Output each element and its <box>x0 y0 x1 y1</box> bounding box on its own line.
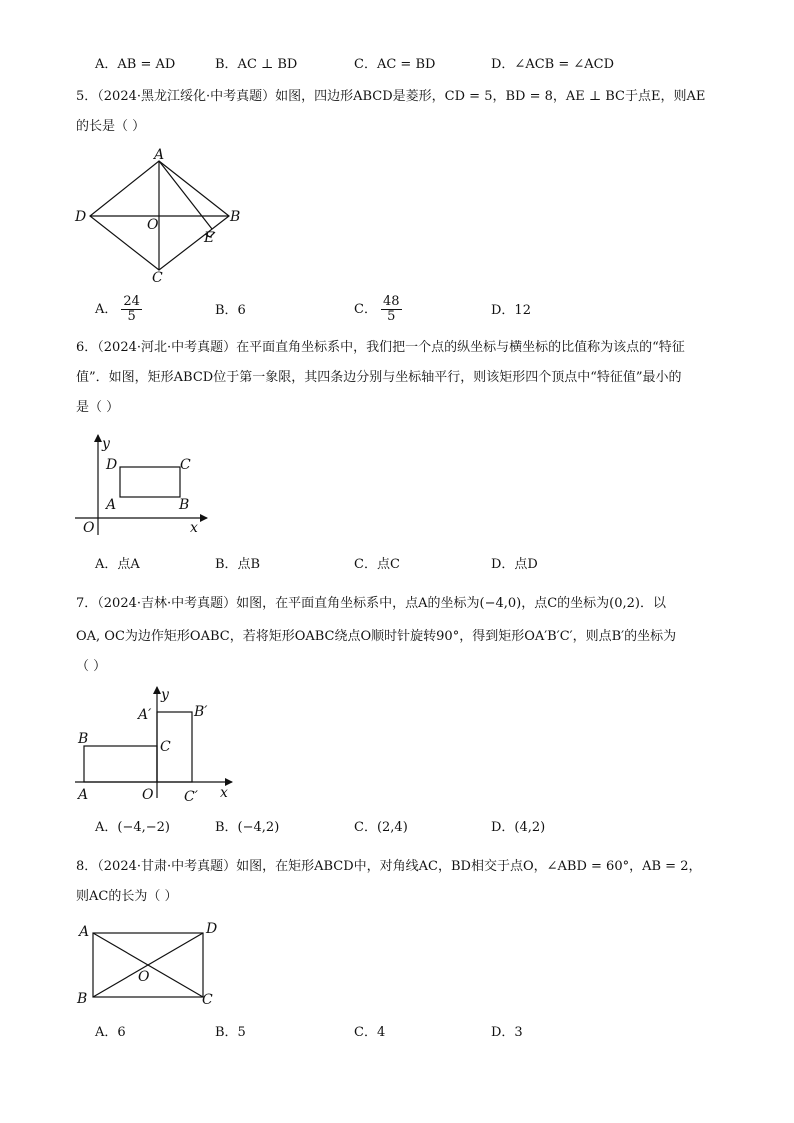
q6-label-y: y <box>102 436 110 452</box>
q6-label-a: A <box>106 497 117 513</box>
q5-label-d: D <box>75 209 87 225</box>
q6-question-line1: 6．（2024·河北·中考真题）在平面直角坐标系中，我们把一个点的纵坐标与横坐标的比值称为该点的“特征 <box>76 340 685 355</box>
q5-rhombus-figure <box>70 145 250 285</box>
q5-option-b: B．6 <box>215 303 246 318</box>
q5-option-d: D．12 <box>491 303 531 318</box>
q5-option-a-prefix: A． <box>95 302 118 317</box>
q7-label-c-prime: C′ <box>184 789 198 805</box>
q7-question-line3: （ ） <box>76 659 107 674</box>
q5-label-e: E <box>204 230 215 246</box>
q6-option-a: A．点A <box>95 557 140 572</box>
q6-label-c: C <box>180 457 191 473</box>
q7-label-o: O <box>142 787 154 803</box>
q8-label-o: O <box>138 969 150 985</box>
q7-label-c: C <box>160 739 171 755</box>
q4-option-d: D．∠ACB = ∠ACD <box>491 57 615 72</box>
q7-label-x: x <box>220 785 228 801</box>
q6-option-c: C．点C <box>354 557 400 572</box>
q7-label-b-prime: B′ <box>194 704 208 720</box>
q7-option-d: D．(4,2) <box>491 820 546 835</box>
q7-question-line2: OA, OC为边作矩形OABC，若将矩形OABC绕点O顺时针旋转90°，得到矩形OA′B′C′，则点B′的坐标为 <box>76 629 677 644</box>
q6-option-d: D．点D <box>491 557 538 572</box>
q5-option-c-prefix: C． <box>354 302 377 317</box>
q7-label-a-prime: A′ <box>138 707 152 723</box>
q5-label-o: O <box>147 217 159 233</box>
q7-label-b: B <box>78 731 89 747</box>
q5-option-a-denominator: 5 <box>127 309 136 324</box>
q8-option-a: A．6 <box>95 1025 126 1040</box>
q6-option-b: B．点B <box>215 557 261 572</box>
q7-label-a: A <box>78 787 89 803</box>
q8-option-b: B．5 <box>215 1025 246 1040</box>
q5-label-c: C <box>152 270 163 286</box>
q8-option-d: D．3 <box>491 1025 523 1040</box>
q5-option-c-fraction <box>381 295 402 324</box>
q8-label-a: A <box>79 924 90 940</box>
q4-option-a: A．AB = AD <box>95 57 176 72</box>
q7-option-c: C．(2,4) <box>354 820 408 835</box>
q5-option-a-fraction <box>121 295 142 324</box>
q5-option-c <box>354 295 402 324</box>
q6-question-line2: 值”．如图，矩形ABCD位于第一象限，其四条边分别与坐标轴平行，则该矩形四个顶点中“特征值”最小的 <box>76 370 682 385</box>
q6-label-o: O <box>83 520 95 536</box>
q5-label-b: B <box>230 209 241 225</box>
q8-label-c: C <box>202 992 213 1008</box>
q8-question-line1: 8．（2024·甘肃·中考真题）如图，在矩形ABCD中，对角线AC，BD相交于点O，∠ABD = 60°，AB = 2， <box>76 859 702 874</box>
q8-label-b: B <box>77 991 88 1007</box>
q6-coordinate-figure <box>75 432 215 542</box>
q4-option-b: B．AC ⊥ BD <box>215 57 298 72</box>
q6-question-line3: 是（ ） <box>76 400 120 415</box>
q7-rotation-figure <box>70 685 240 805</box>
q7-question-line1: 7．（2024·吉林·中考真题）如图，在平面直角坐标系中，点A的坐标为(−4,0)，点C的坐标为(0,2)．以 <box>76 596 666 611</box>
q8-label-d: D <box>206 921 218 937</box>
q7-option-b: B．(−4,2) <box>215 820 280 835</box>
q5-question-line2: 的长是（ ） <box>76 119 146 134</box>
q5-option-c-denominator: 5 <box>387 309 396 324</box>
q5-question-line1: 5．（2024·黑龙江绥化·中考真题）如图，四边形ABCD是菱形，CD = 5，BD = 8，AE ⊥ BC于点E，则AE <box>76 89 706 104</box>
q6-label-b: B <box>179 497 190 513</box>
q5-option-c-numerator: 48 <box>382 294 400 309</box>
q5-option-a <box>95 295 142 324</box>
q8-rectangle-figure <box>75 918 235 1013</box>
q5-label-a: A <box>154 147 165 163</box>
q7-label-y: y <box>161 687 169 703</box>
q7-option-a: A．(−4,−2) <box>95 820 170 835</box>
q6-label-x: x <box>190 520 198 536</box>
q5-option-a-numerator: 24 <box>123 294 140 309</box>
q6-label-d: D <box>106 457 118 473</box>
q4-option-c: C．AC = BD <box>354 57 436 72</box>
q8-option-c: C．4 <box>354 1025 386 1040</box>
q8-question-line2: 则AC的长为（ ） <box>76 889 178 904</box>
